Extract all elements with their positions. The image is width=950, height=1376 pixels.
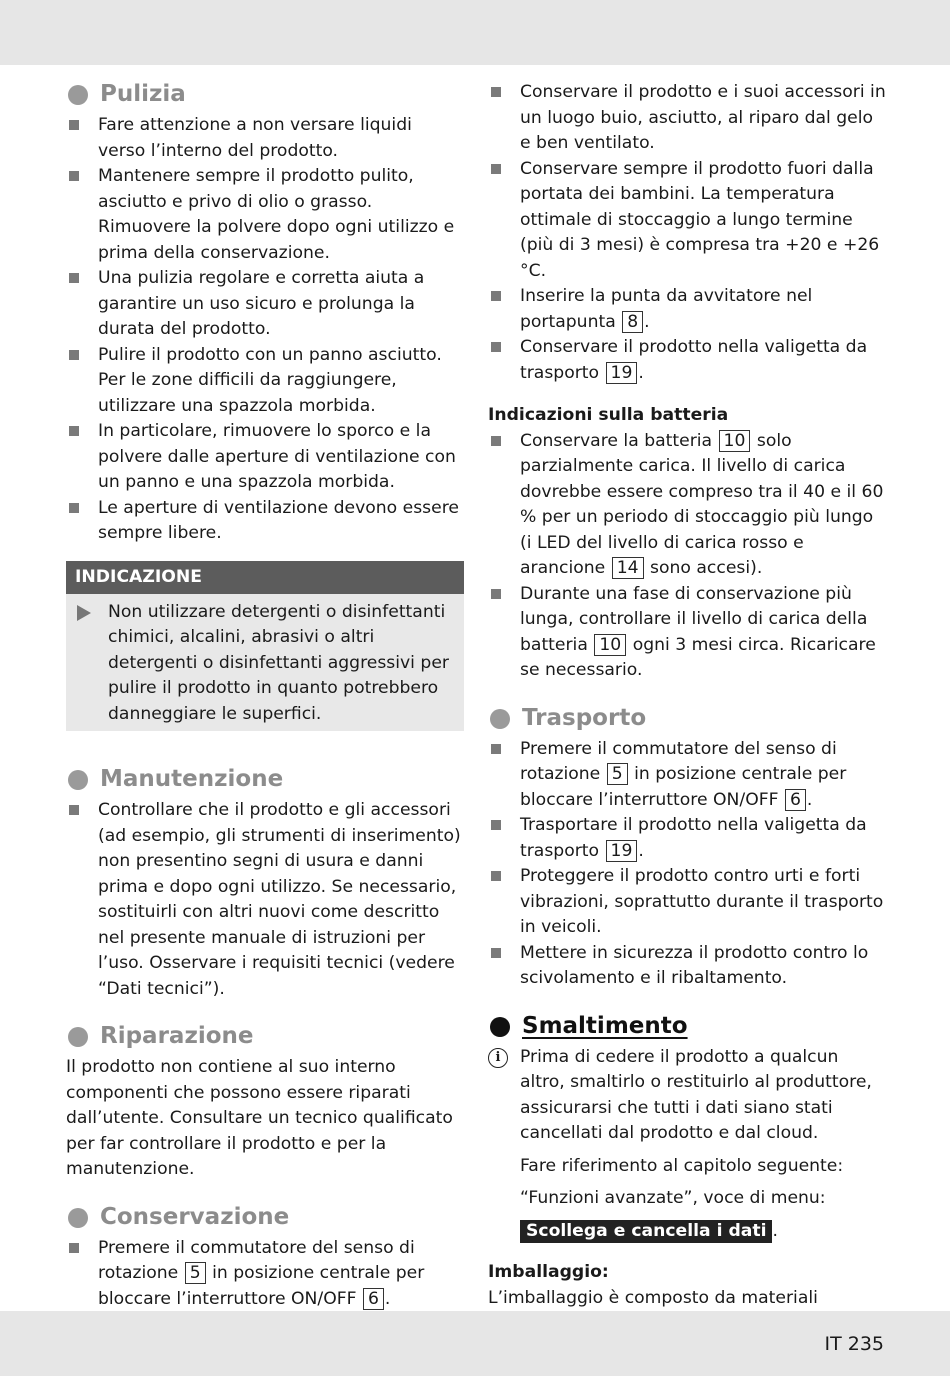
reference-number-box: 10 [594,634,626,656]
reference-number-box: 10 [719,430,751,452]
notice-title: INDICAZIONE [66,561,464,594]
subheading-imballaggio: Imballaggio: [488,1262,609,1282]
footer-band [0,1311,950,1376]
bullet-dot-icon [68,1027,88,1047]
list-item: Mettere in sicurezza il prodotto contro lo scivolamento e il ribaltamento. [488,941,888,992]
notice-box [66,561,464,732]
list-item: Conservare sempre il prodotto fuori dalla portata dei bambini. La temperatura ottimale di stoccaggio a lungo termine (più di 3 mesi) è compresa tra +20 e +26 °C. [488,157,888,285]
info-text: Prima di cedere il prodotto a qualcun altro, smaltirlo o restituirlo al produttore, assicurarsi che tutti i dati siano stati cancellati dal prodotto e dal cloud. [520,1046,872,1143]
right-column [488,80,888,1362]
list-item: Proteggere il prodotto contro urti e forti vibrazioni, soprattutto durante il trasporto in veicoli. [488,864,888,941]
section-heading-trasporto [488,704,888,734]
header-band [0,0,950,65]
bullet-dot-icon [490,1017,510,1037]
list-item: Pulire il prodotto con un panno asciutto. Per le zone difficili da raggiungere, utilizzare una spazzola morbida. [66,343,464,420]
section-title: Smaltimento [522,1012,688,1039]
list-item: Premere il commutatore del senso di rotazione 5 in posizione centrale per bloccare l’interruttore ON/OFF 6 . [66,1236,464,1313]
subheading-batteria: Indicazioni sulla batteria [488,405,729,425]
section-heading-conservazione [66,1203,464,1233]
reference-text: Fare riferimento al capitolo seguente: [520,1155,844,1176]
reference-number-box: 8 [622,311,643,333]
section-heading-riparazione [66,1022,464,1052]
list-item: Conservare la batteria 10 solo parzialmente carica. Il livello di carica dovrebbe essere compreso tra il 40 e il 60 % per un periodo di stoccaggio più lungo (i LED del livello di carica rosso e arancione 14 sono accesi). [488,429,888,582]
list-item: Mantenere sempre il prodotto pulito, asciutto e privo di olio o grasso. Rimuovere la polvere dopo ogni utilizzo e prima della conservazione. [66,164,464,266]
section-title: Riparazione [100,1023,254,1050]
menu-text: “Funzioni avanzate”, voce di menu: [520,1188,826,1208]
page-number: IT 235 [824,1333,884,1355]
reference-number-box: 19 [606,362,638,384]
batteria-list [488,429,888,684]
bullet-dot-icon [68,1208,88,1228]
riparazione-text: Il prodotto non contiene al suo interno componenti che possono essere riparati dall’utente. Consultare un tecnico qualificato per far controllare il prodotto e per la manutenzione. [66,1057,453,1179]
bullet-dot-icon [490,709,510,729]
reference-number-box: 19 [606,840,638,862]
list-item: Le aperture di ventilazione devono essere sempre libere. [66,496,464,547]
list-item: Premere il commutatore del senso di rotazione 5 in posizione centrale per bloccare l’interruttore ON/OFF 6 . [488,737,888,814]
bullet-dot-icon [68,770,88,790]
reference-number-box: 5 [185,1262,206,1284]
list-item: Inserire la punta da avvitatore nel portapunta 8 . [488,284,888,335]
reference-number-box: 6 [785,789,806,811]
manutenzione-list [66,798,464,1002]
list-item: Durante una fase di conservazione più lunga, controllare il livello di carica della batteria 10 ogni 3 mesi circa. Ricaricare se necessario. [488,582,888,684]
imballaggio-text: L’imballaggio è composto da materiali [488,1287,818,1308]
list-item: Trasportare il prodotto nella valigetta da trasporto 19 . [488,813,888,864]
list-item: Conservare il prodotto e i suoi accessori in un luogo buio, asciutto, al riparo dal gelo e ben ventilato. [488,80,888,157]
left-column [66,80,464,1338]
info-note [488,1045,888,1245]
list-item: Controllare che il prodotto e gli accessori (ad esempio, gli strumenti di inserimento) non presentino segni di usura e danni prima e dopo ogni utilizzo. Se necessario, sostituirli con altri nuovi come descritto nel presente manuale di istruzioni per l’uso. Osservare i requisiti tecnici (vedere “Dati tecnici”). [66,798,464,1002]
section-title: Conservazione [100,1203,290,1230]
arrow-right-icon [77,605,91,621]
list-item: Conservare il prodotto nella valigetta da trasporto 19 . [488,335,888,386]
reference-number-box: 5 [607,763,628,785]
conservazione-list-continued [488,80,888,386]
reference-number-box: 14 [612,557,644,579]
menu-item-line: Scollega e cancella i dati . [520,1219,888,1245]
pulizia-list [66,113,464,547]
section-title: Trasporto [522,704,647,731]
info-icon: i [488,1048,508,1068]
section-heading-smaltimento [488,1012,888,1042]
list-item: Fare attenzione a non versare liquidi verso l’interno del prodotto. [66,113,464,164]
list-item: Una pulizia regolare e corretta aiuta a garantire un uso sicuro e prolunga la durata del prodotto. [66,266,464,343]
section-heading-manutenzione [66,765,464,795]
list-item: In particolare, rimuovere lo sporco e la polvere dalle aperture di ventilazione con un panno e una spazzola morbida. [66,419,464,496]
section-heading-pulizia [66,80,464,110]
section-title: Manutenzione [100,766,284,793]
reference-number-box: 6 [363,1288,384,1310]
section-title: Pulizia [100,81,186,108]
bullet-dot-icon [68,85,88,105]
notice-body [66,594,464,732]
notice-text: Non utilizzare detergenti o disinfettanti chimici, alcalini, abrasivi o altri detergenti o disinfettanti aggressivi per pulire il prodotto in quanto potrebbero danneggiare le superfici. [108,601,449,724]
menu-item-label: Scollega e cancella i dati [520,1220,772,1243]
trasporto-list [488,737,888,992]
